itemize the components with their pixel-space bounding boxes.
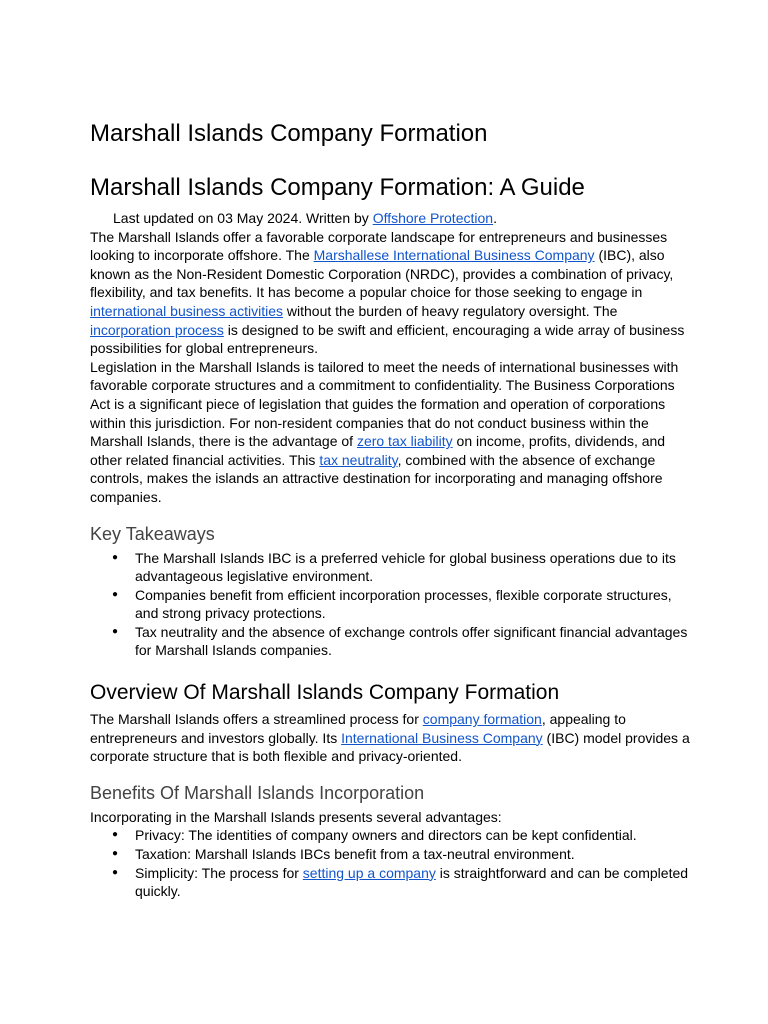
document-content [90, 115, 690, 901]
link-marshallese-ibc[interactable]: Marshallese International Business Company [313, 247, 595, 264]
intro-text: , combined with the absence of exchange controls, makes the islands an attractive destination for incorporating and managing offshore companies. [90, 451, 663, 505]
intro-text: (IBC), also known as the Non-Resident Domestic Corporation (NRDC), provides a combination of privacy, flexibility, and tax benefits. It has become a popular choice for those seeking to engage in [90, 247, 674, 301]
list-item: ● The Marshall Islands IBC is a preferred vehicle for global business operations due to its advantageous legislative environment. [90, 549, 690, 586]
article-meta [90, 209, 690, 228]
overview-text: The Marshall Islands offers a streamlined process for [90, 711, 423, 728]
list-item-text: Simplicity: The process for [135, 864, 303, 881]
document-title: Marshall Islands Company Formation [90, 120, 488, 147]
list-item: ● Taxation: Marshall Islands IBCs benefit from a tax-neutral environment. [90, 845, 690, 864]
link-tax-neutrality[interactable]: tax neutrality [319, 451, 398, 468]
list-item: ● Companies benefit from efficient incorporation processes, flexible corporate structures, and strong privacy protections. [90, 586, 690, 623]
overview-paragraph [90, 710, 690, 766]
list-item-text: is straightforward and can be completed quickly. [135, 864, 689, 900]
link-company-formation[interactable]: company formation [422, 711, 542, 728]
link-international-business-activities[interactable]: international business activities [90, 302, 283, 319]
intro-text: without the burden of heavy regulatory oversight. The [283, 302, 618, 319]
intro-text: The Marshall Islands offer a favorable corporate landscape for entrepreneurs and businesses looking to incorporate offshore. The [90, 228, 668, 264]
link-incorporation-process[interactable]: incorporation process [90, 321, 224, 338]
key-takeaways-list [90, 549, 690, 661]
list-item [90, 864, 690, 901]
key-takeaways-heading: Key Takeaways [90, 523, 215, 544]
overview-heading: Overview Of Marshall Islands Company Formation [90, 681, 560, 705]
list-item: ● Privacy: The identities of company owners and directors can be kept confidential. [90, 826, 690, 845]
benefits-intro: Incorporating in the Marshall Islands presents several advantages: [90, 808, 502, 825]
link-international-business-company[interactable]: International Business Company [341, 729, 543, 746]
overview-text: , appealing to entrepreneurs and investors globally. Its [90, 711, 626, 746]
intro-text: on income, profits, dividends, and other related financial activities. This [90, 433, 666, 468]
intro-paragraph-1 [90, 228, 690, 358]
intro-text: is designed to be swift and efficient, encouraging a wide array of business possibilities for global entrepreneurs. [90, 321, 685, 357]
benefits-list [90, 826, 690, 900]
link-zero-tax-liability[interactable]: zero tax liability [356, 433, 453, 450]
meta-suffix: . [493, 210, 497, 226]
meta-prefix: Last updated on 03 May 2024. Written by [113, 210, 373, 226]
benefits-heading: Benefits Of Marshall Islands Incorporation [90, 782, 425, 803]
link-setting-up-a-company[interactable]: setting up a company [302, 864, 436, 881]
author-link[interactable]: Offshore Protection [372, 210, 494, 226]
intro-text: Legislation in the Marshall Islands is tailored to meet the needs of international businesses with favorable corporate structures and a commitment to confidentiality. The Business Corporations Act is a significant piece of legislation that guides the formation and operation of corporations within this jurisdiction. For non-resident companies that do not conduct business within the Marshall Islands, there is the advantage of [90, 358, 679, 450]
list-item: ● Tax neutrality and the absence of exchange controls offer significant financial advantages for Marshall Islands companies. [90, 623, 690, 660]
article-heading: Marshall Islands Company Formation: A Guide [90, 174, 585, 201]
intro-paragraph-2 [90, 358, 690, 507]
overview-text: (IBC) model provides a corporate structure that is both flexible and privacy-oriented. [90, 729, 690, 765]
